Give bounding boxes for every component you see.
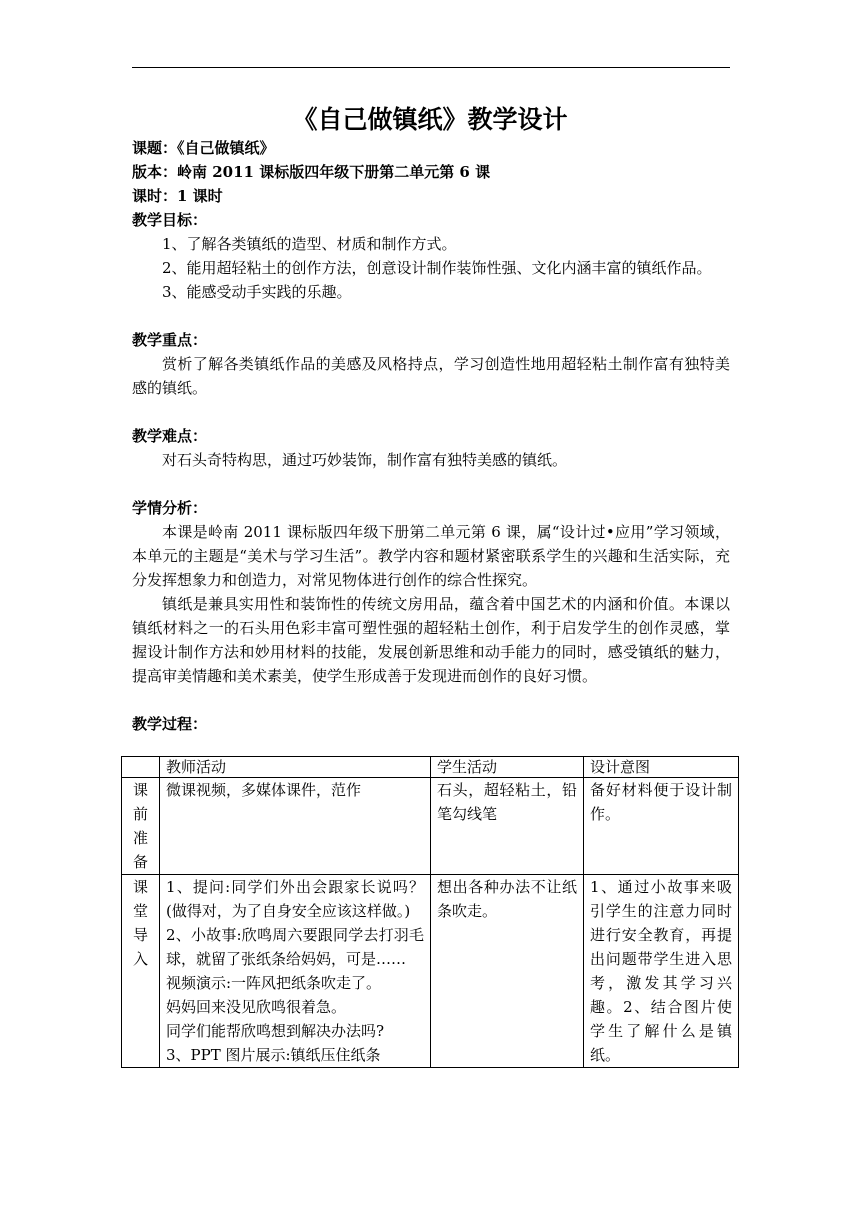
table-row — [122, 875, 739, 1068]
difficulties-text: 对石头奇特构思，通过巧妙装饰，制作富有独特美感的镇纸。 — [162, 451, 568, 469]
design-intent-cell: 备好材料便于设计制作。 — [584, 778, 739, 875]
meta-hours: 课时：1 课时 — [132, 187, 223, 205]
document-title: 《自己做镇纸》教学设计 — [292, 105, 568, 134]
table-row — [122, 778, 739, 875]
teacher-activity-cell: 1、提问:同学们外出会跟家长说吗？(做得对，为了自身安全应该这样做。) 2、小故事:欣鸣周六要跟同学去打羽毛球，就留了张纸条给妈妈，可是…… 视频演示:一阵风把纸条吹走了。 妈妈回来没见欣鸣很着急。 同学们能帮欣鸣想到解决办法吗? 3、PPT 图片展示:镇纸压住纸条 — [160, 875, 431, 1068]
header-rule — [132, 67, 730, 68]
objective-item: 3、能感受动手实践的乐趣。 — [162, 283, 352, 301]
header-cell-teacher: 教师活动 — [160, 757, 431, 778]
student-activity-cell: 想出各种办法不让纸条吹走。 — [431, 875, 584, 1068]
teacher-activity-cell: 微课视频，多媒体课件，范作 — [160, 778, 431, 875]
process-table — [121, 756, 739, 1068]
analysis-paragraph: 本课是岭南 2011 课标版四年级下册第二单元第 6 课，属“设计过•应用”学习领域，本单元的主题是“美术与学习生活”。教学内容和题材紧密联系学生的兴趣和生活实际，充分发挥想象力和创造力，对常见物体进行创作的综合性探究。 — [132, 523, 730, 589]
header-cell-student: 学生活动 — [431, 757, 584, 778]
phase-cell: 课 堂 导 入 — [122, 875, 160, 1068]
objectives-heading: 教学目标： — [132, 211, 208, 229]
analysis-heading: 学情分析： — [132, 499, 208, 517]
design-intent-cell: 1、通过小故事来吸引学生的注意力同时进行安全教育，再提出问题带学生进入思考，激发其学习兴趣。2、结合图片使学生了解什么是镇纸。 — [584, 875, 739, 1068]
header-cell-intent: 设计意图 — [584, 757, 739, 778]
phase-cell: 课 前 准 备 — [122, 778, 160, 875]
meta-edition: 版本：岭南 2011 课标版四年级下册第二单元第 6 课 — [132, 163, 491, 181]
key-points-text: 赏析了解各类镇纸作品的美感及风格持点，学习创造性地用超轻粘土制作富有独特美感的镇纸。 — [132, 355, 730, 397]
difficulties-heading: 教学难点： — [132, 427, 208, 445]
document-body — [132, 136, 730, 736]
header-cell-blank — [122, 757, 160, 778]
analysis-paragraph: 镇纸是兼具实用性和装饰性的传统文房用品，蕴含着中国艺术的内涵和价值。本课以镇纸材料之一的石头用色彩丰富可塑性强的超轻粘土创作，利于启发学生的创作灵感，掌握设计制作方法和妙用材料的技能，发展创新思维和动手能力的同时，感受镇纸的魅力，提高审美情趣和美术素美，使学生形成善于发现进而创作的良好习惯。 — [132, 595, 730, 685]
table-header-row — [122, 757, 739, 778]
objective-item: 1、了解各类镇纸的造型、材质和制作方式。 — [162, 235, 457, 253]
objective-item: 2、能用超轻粘土的创作方法，创意设计制作装饰性强、文化内涵丰富的镇纸作品。 — [162, 259, 712, 277]
student-activity-cell: 石头，超轻粘土，铅笔勾线笔 — [431, 778, 584, 875]
key-points-heading: 教学重点： — [132, 331, 208, 349]
process-heading: 教学过程： — [132, 715, 208, 733]
meta-topic: 课题：《自己做镇纸》 — [132, 139, 275, 157]
